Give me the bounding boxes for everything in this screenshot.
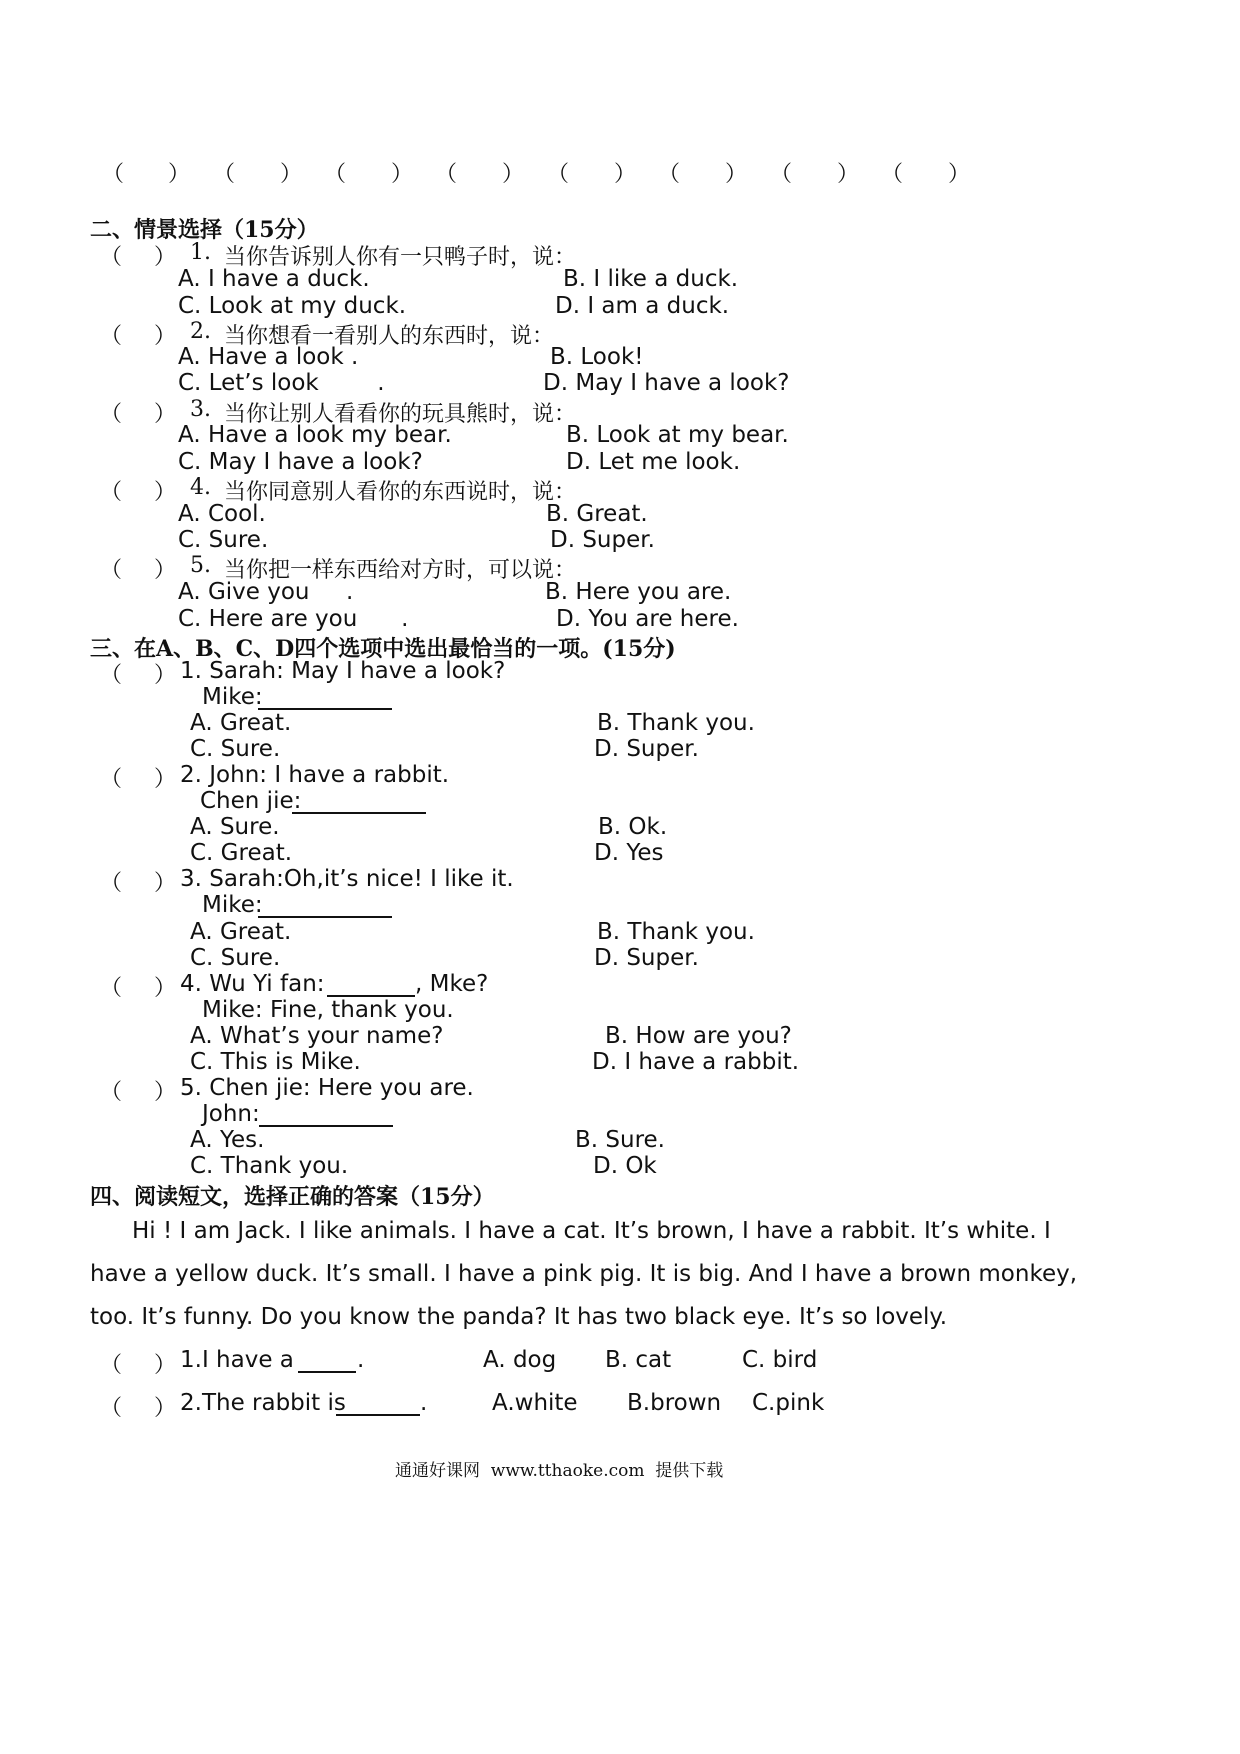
question-stem: 1. Sarah: May I have a look? bbox=[180, 658, 506, 684]
option-c: C. Sure. bbox=[190, 736, 281, 762]
answer-paren-open: （ bbox=[100, 245, 123, 270]
option-a: A. Great. bbox=[190, 919, 292, 945]
answer-paren-close: ） bbox=[837, 162, 860, 187]
answer-blank[interactable] bbox=[258, 690, 392, 710]
question-prompt: 当你把一样东西给对方时，可以说： bbox=[224, 558, 577, 583]
answer-blank[interactable] bbox=[327, 977, 415, 997]
option-c: C. Here are you . bbox=[178, 606, 409, 632]
question-prompt: 当你告诉别人你有一只鸭子时，说： bbox=[224, 245, 577, 270]
option-c: C. Thank you. bbox=[190, 1153, 349, 1179]
answer-paren-open: （ bbox=[881, 162, 904, 187]
option-a: A. Yes. bbox=[190, 1127, 265, 1153]
answer-paren-open: （ bbox=[100, 1080, 123, 1105]
section4-heading: 四、阅读短文，选择正确的答案（15分） bbox=[90, 1184, 495, 1210]
answer-paren-open: （ bbox=[547, 162, 570, 187]
question-stem-tail: . bbox=[357, 1347, 365, 1373]
question-stem: 3. Sarah:Oh,it’s nice! I like it. bbox=[180, 866, 514, 892]
answer-paren-open: （ bbox=[100, 480, 123, 505]
answer-paren-close: ） bbox=[502, 162, 525, 187]
option-b: B. Thank you. bbox=[597, 710, 755, 736]
option-d: D. Ok bbox=[593, 1153, 657, 1179]
answer-paren-close: ） bbox=[948, 162, 971, 187]
question-number: 1. bbox=[190, 240, 211, 265]
answer-paren-close: ） bbox=[168, 162, 191, 187]
question-stem: 2. John: I have a rabbit. bbox=[180, 762, 450, 788]
answer-blank[interactable] bbox=[298, 1353, 356, 1373]
speaker-label: Chen jie: bbox=[200, 788, 302, 814]
answer-paren-open: （ bbox=[100, 663, 123, 688]
answer-blank[interactable] bbox=[336, 1396, 420, 1416]
option-b: B. Look at my bear. bbox=[566, 422, 789, 448]
answer-paren-open: （ bbox=[100, 324, 123, 349]
answer-paren-close: ） bbox=[154, 402, 177, 427]
answer-paren-open: （ bbox=[770, 162, 793, 187]
option-d: D. I am a duck. bbox=[555, 293, 730, 319]
option-a: A. What’s your name? bbox=[190, 1023, 444, 1049]
question-stem: 5. Chen jie: Here you are. bbox=[180, 1075, 474, 1101]
answer-paren-open: （ bbox=[100, 767, 123, 792]
option-c: C. Let’s look . bbox=[178, 370, 385, 396]
answer-blank[interactable] bbox=[258, 898, 392, 918]
section2-heading: 二、情景选择（15分） bbox=[90, 217, 319, 243]
option-b: B. cat bbox=[605, 1347, 672, 1373]
option-c: C. Great. bbox=[190, 840, 293, 866]
answer-paren-open: （ bbox=[435, 162, 458, 187]
option-a: A. Sure. bbox=[190, 814, 280, 840]
option-b: B. Here you are. bbox=[545, 579, 732, 605]
answer-paren-open: （ bbox=[100, 871, 123, 896]
option-a: A. dog bbox=[483, 1347, 557, 1373]
answer-paren-close: ） bbox=[154, 480, 177, 505]
answer-blank[interactable] bbox=[292, 794, 426, 814]
question-number: 2. bbox=[190, 319, 211, 344]
answer-paren-open: （ bbox=[100, 1353, 123, 1378]
question-stem: 1.I have a bbox=[180, 1347, 294, 1373]
question-number: 4. bbox=[190, 475, 211, 500]
answer-paren-open: （ bbox=[658, 162, 681, 187]
option-d: D. Super. bbox=[594, 736, 699, 762]
option-d: D. Yes bbox=[594, 840, 664, 866]
option-d: D. Super. bbox=[594, 945, 699, 971]
speaker-label: Mike: bbox=[202, 892, 263, 918]
answer-paren-open: （ bbox=[102, 162, 125, 187]
answer-paren-close: ） bbox=[154, 558, 177, 583]
option-a: A. Have a look my bear. bbox=[178, 422, 452, 448]
option-b: B. Great. bbox=[546, 501, 648, 527]
option-a: A. Cool. bbox=[178, 501, 266, 527]
answer-paren-open: （ bbox=[100, 1396, 123, 1421]
option-b: B. Look! bbox=[550, 344, 644, 370]
option-b: B. Sure. bbox=[575, 1127, 665, 1153]
option-a: A. Give you . bbox=[178, 579, 354, 605]
answer-paren-open: （ bbox=[100, 976, 123, 1001]
option-c: C. This is Mike. bbox=[190, 1049, 361, 1075]
passage-line: Hi ! I am Jack. I like animals. I have a cat. It’s brown, I have a rabbit. It’s white. I bbox=[132, 1218, 1051, 1244]
speaker-label: John: bbox=[202, 1101, 260, 1127]
option-a: A. I have a duck. bbox=[178, 266, 370, 292]
option-b: B.brown bbox=[627, 1390, 722, 1416]
option-a: A.white bbox=[492, 1390, 578, 1416]
option-d: D. Super. bbox=[550, 527, 655, 553]
answer-paren-close: ） bbox=[280, 162, 303, 187]
question-prompt: 当你想看一看别人的东西时，说： bbox=[224, 324, 555, 349]
answer-paren-close: ） bbox=[391, 162, 414, 187]
dialogue-line: Mike: Fine, thank you. bbox=[202, 997, 454, 1023]
answer-paren-close: ） bbox=[154, 767, 177, 792]
option-c: C.pink bbox=[752, 1390, 825, 1416]
answer-paren-close: ） bbox=[154, 976, 177, 1001]
option-d: D. May I have a look? bbox=[543, 370, 790, 396]
option-c: C. Look at my duck. bbox=[178, 293, 407, 319]
answer-paren-open: （ bbox=[100, 402, 123, 427]
answer-paren-open: （ bbox=[324, 162, 347, 187]
passage-line: too. It’s funny. Do you know the panda? It has two black eye. It’s so lovely. bbox=[90, 1304, 948, 1330]
answer-blank[interactable] bbox=[259, 1107, 393, 1127]
question-prompt: 当你让别人看看你的玩具熊时，说： bbox=[224, 402, 577, 427]
option-b: B. Thank you. bbox=[597, 919, 755, 945]
answer-paren-close: ） bbox=[154, 324, 177, 349]
option-d: D. You are here. bbox=[556, 606, 739, 632]
option-d: D. Let me look. bbox=[566, 449, 741, 475]
answer-paren-close: ） bbox=[154, 245, 177, 270]
answer-paren-open: （ bbox=[213, 162, 236, 187]
passage-line: have a yellow duck. It’s small. I have a pink pig. It is big. And I have a brown monkey, bbox=[90, 1261, 1078, 1287]
option-c: C. May I have a look? bbox=[178, 449, 423, 475]
answer-paren-close: ） bbox=[725, 162, 748, 187]
answer-paren-close: ） bbox=[154, 1353, 177, 1378]
answer-paren-close: ） bbox=[154, 871, 177, 896]
question-stem-tail: , Mke? bbox=[415, 971, 489, 997]
section3-heading: 三、在A、B、C、D四个选项中选出最恰当的一项。(15分) bbox=[90, 636, 676, 662]
question-stem-tail: . bbox=[420, 1390, 428, 1416]
question-prompt: 当你同意别人看你的东西说时，说： bbox=[224, 480, 577, 505]
answer-paren-close: ） bbox=[154, 1080, 177, 1105]
answer-paren-close: ） bbox=[614, 162, 637, 187]
speaker-label: Mike: bbox=[202, 684, 263, 710]
option-b: B. I like a duck. bbox=[563, 266, 739, 292]
question-number: 3. bbox=[190, 397, 211, 422]
answer-paren-open: （ bbox=[100, 558, 123, 583]
question-stem: 2.The rabbit is bbox=[180, 1390, 346, 1416]
option-b: B. Ok. bbox=[598, 814, 668, 840]
footer-text: 通通好课网 www.tthaoke.com 提供下载 bbox=[395, 1461, 724, 1481]
option-c: C. Sure. bbox=[178, 527, 269, 553]
option-a: A. Great. bbox=[190, 710, 292, 736]
option-a: A. Have a look . bbox=[178, 344, 359, 370]
answer-paren-close: ） bbox=[154, 663, 177, 688]
option-b: B. How are you? bbox=[605, 1023, 792, 1049]
answer-paren-close: ） bbox=[154, 1396, 177, 1421]
question-number: 5. bbox=[190, 553, 211, 578]
option-c: C. bird bbox=[742, 1347, 818, 1373]
option-d: D. I have a rabbit. bbox=[592, 1049, 800, 1075]
option-c: C. Sure. bbox=[190, 945, 281, 971]
question-stem: 4. Wu Yi fan: bbox=[180, 971, 325, 997]
